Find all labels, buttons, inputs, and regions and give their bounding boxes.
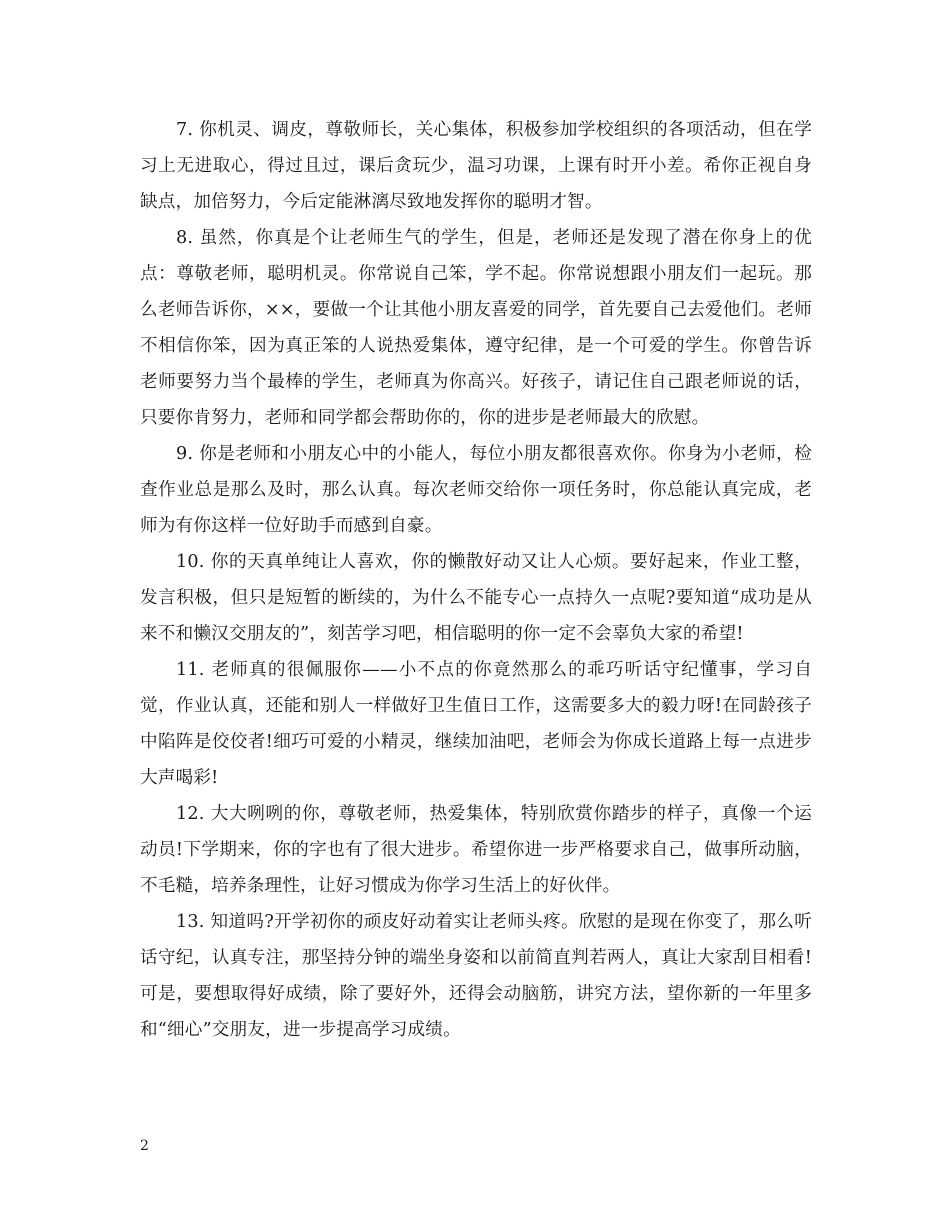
paragraph-11: 11. 老师真的很佩服你——小不点的你竟然那么的乖巧听话守纪懂事，学习自觉，作业认真，还能和别人一样做好卫生值日工作，这需要多大的毅力呀!在同龄孩子中陷阵是佼佼者!细巧可爱的小精灵，继续加油吧，老师会为你成长道路上每一点进步大声喝彩! — [140, 660, 812, 788]
paragraph-8: 8. 虽然，你真是个让老师生气的学生，但是，老师还是发现了潜在你身上的优点：尊敬老师，聪明机灵。你常说自己笨，学不起。你常说想跟小朋友们一起玩。那么老师告诉你，××，要做一个让其他小朋友喜爱的同学，首先要自己去爱他们。老师不相信你笨，因为真正笨的人说热爱集体，遵守纪律，是一个可爱的学生。你曾告诉老师要努力当个最棒的学生，老师真为你高兴。好孩子，请记住自己跟老师说的话，只要你肯努力，老师和同学都会帮助你的，你的进步是老师最大的欣慰。 — [140, 228, 812, 428]
paragraph-7: 7. 你机灵、调皮，尊敬师长，关心集体，积极参加学校组织的各项活动，但在学习上无进取心，得过且过，课后贪玩少，温习功课，上课有时开小差。希你正视自身缺点，加倍努力，今后定能淋漓尽致地发挥你的聪明才智。 — [140, 120, 812, 212]
page-number: 2 — [140, 1138, 149, 1154]
document-body — [140, 112, 812, 1048]
paragraph-13: 13. 知道吗?开学初你的顽皮好动着实让老师头疼。欣慰的是现在你变了，那么听话守纪，认真专注，那坚持分钟的端坐身姿和以前简直判若两人，真让大家刮目相看!可是，要想取得好成绩，除了要好外，还得会动脑筋，讲究方法，望你新的一年里多和“细心”交朋友，进一步提高学习成绩。 — [140, 912, 812, 1040]
paragraph-10: 10. 你的天真单纯让人喜欢，你的懒散好动又让人心烦。要好起来，作业工整，发言积极，但只是短暂的断续的，为什么不能专心一点持久一点呢?要知道“成功是从来不和懒汉交朋友的”，刻苦学习吧，相信聪明的你一定不会辜负大家的希望! — [140, 552, 812, 644]
paragraph-9: 9. 你是老师和小朋友心中的小能人，每位小朋友都很喜欢你。你身为小老师，检查作业总是那么及时，那么认真。每次老师交给你一项任务时，你总能认真完成，老师为有你这样一位好助手而感到自豪。 — [140, 444, 812, 536]
paragraph-12: 12. 大大咧咧的你，尊敬老师，热爱集体，特别欣赏你踏步的样子，真像一个运动员!下学期来，你的字也有了很大进步。希望你进一步严格要求自己，做事所动脑，不毛糙，培养条理性，让好习惯成为你学习生活上的好伙伴。 — [140, 804, 812, 896]
